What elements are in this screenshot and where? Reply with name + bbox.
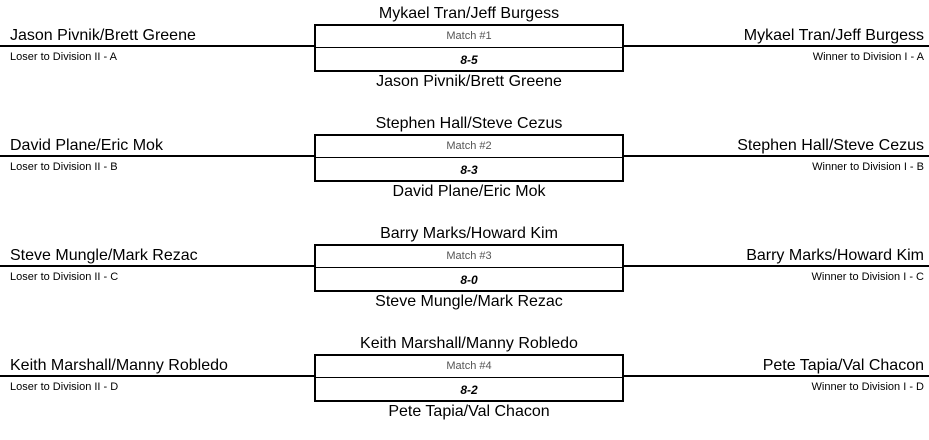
right-team: Stephen Hall/Steve Cezus xyxy=(737,137,924,154)
winner-note: Winner to Division I - D xyxy=(811,381,924,393)
left-team: Keith Marshall/Manny Robledo xyxy=(10,357,228,374)
winner-note: Winner to Division I - C xyxy=(811,271,924,283)
bottom-team: Pete Tapia/Val Chacon xyxy=(388,403,550,420)
match-box xyxy=(314,24,624,72)
match-box xyxy=(314,354,624,402)
right-bracket-line xyxy=(622,45,929,47)
match-divider xyxy=(316,267,622,268)
left-bracket-line xyxy=(0,265,314,267)
right-team: Mykael Tran/Jeff Burgess xyxy=(743,27,924,44)
match-score: 8-5 xyxy=(460,53,478,67)
match-label: Match #3 xyxy=(446,250,492,262)
left-bracket-line xyxy=(0,45,314,47)
match-block-2 xyxy=(0,110,929,220)
match-divider xyxy=(316,157,622,158)
match-block-3 xyxy=(0,220,929,330)
match-score: 8-3 xyxy=(460,163,478,177)
left-team: David Plane/Eric Mok xyxy=(10,137,163,154)
bottom-team: Steve Mungle/Mark Rezac xyxy=(375,293,563,310)
match-block-1 xyxy=(0,0,929,110)
match-label: Match #1 xyxy=(446,30,492,42)
left-team: Steve Mungle/Mark Rezac xyxy=(10,247,198,264)
loser-note: Loser to Division II - B xyxy=(10,161,118,173)
right-bracket-line xyxy=(622,265,929,267)
right-team: Pete Tapia/Val Chacon xyxy=(762,357,924,374)
match-label: Match #4 xyxy=(446,360,492,372)
match-score: 8-0 xyxy=(460,273,478,287)
loser-note: Loser to Division II - C xyxy=(10,271,119,283)
match-divider xyxy=(316,377,622,378)
right-bracket-line xyxy=(622,375,929,377)
loser-note: Loser to Division II - D xyxy=(10,381,119,393)
left-bracket-line xyxy=(0,155,314,157)
bottom-team: David Plane/Eric Mok xyxy=(392,183,546,200)
left-bracket-line xyxy=(0,375,314,377)
match-score: 8-2 xyxy=(460,383,478,397)
match-block-4 xyxy=(0,330,929,440)
right-team: Barry Marks/Howard Kim xyxy=(746,247,924,264)
top-team: Keith Marshall/Manny Robledo xyxy=(360,335,578,352)
left-team: Jason Pivnik/Brett Greene xyxy=(10,27,196,44)
loser-note: Loser to Division II - A xyxy=(10,51,117,63)
top-team: Mykael Tran/Jeff Burgess xyxy=(378,5,560,22)
top-team: Barry Marks/Howard Kim xyxy=(380,225,558,242)
winner-note: Winner to Division I - A xyxy=(812,51,924,63)
match-label: Match #2 xyxy=(446,140,492,152)
bottom-team: Jason Pivnik/Brett Greene xyxy=(376,73,562,90)
match-box xyxy=(314,244,624,292)
winner-note: Winner to Division I - B xyxy=(812,161,924,173)
top-team: Stephen Hall/Steve Cezus xyxy=(375,115,563,132)
right-bracket-line xyxy=(622,155,929,157)
match-divider xyxy=(316,47,622,48)
match-box xyxy=(314,134,624,182)
